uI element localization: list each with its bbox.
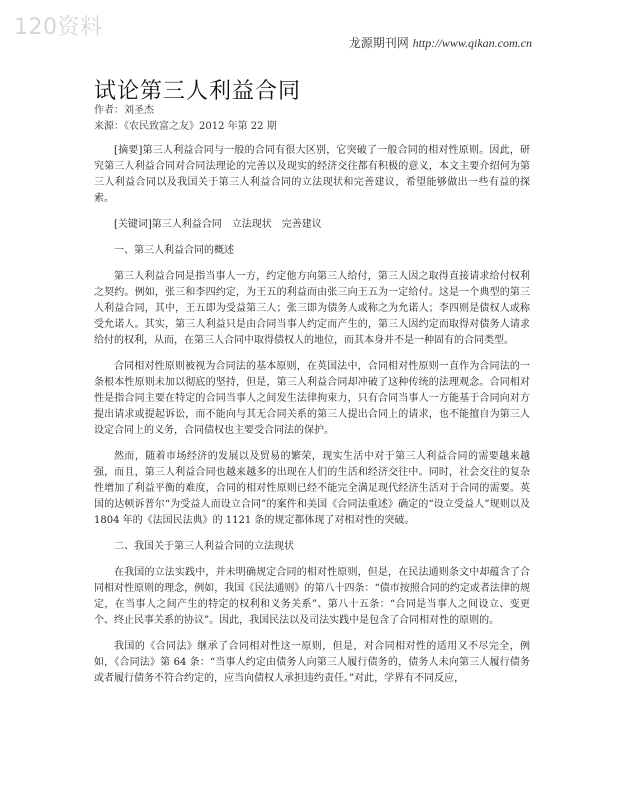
section-heading-legislation: 二、我国关于第三人利益合同的立法现状: [114, 541, 294, 552]
body-paragraph: 然而，随着市场经济的发展以及贸易的繁荣，现实生活中对于第三人利益合同的需要越来越强，而且，第三人利益合同也越来越多的出现在人们的生活和经济交往中。同时，社会交往的复杂性增加了利益平衡的难度，合同的相对性原则已经不能完全满足现代经济生活对于合同的需要。英国的达顿诉普尔“为受益人而设立合同”的案件和美国《合同法重述》确定的“设立受益人”规则以及 1804 年的《法国民法典》的 1121 条的规定都体现了对相对性的突破。: [94, 451, 530, 526]
abstract-paragraph: [摘要]第三人利益合同与一般的合同有很大区别，它突破了一般合同的相对性原则。因此，研究第三人利益合同对合同法理论的完善以及现实的经济交往都有积极的意义，本文主要介绍何为第三人利益合同以及我国关于第三人利益合同的立法现状和完善建议，希望能够做出一些有益的探索。: [94, 145, 530, 204]
body-paragraph: 合同相对性原则被视为合同法的基本原则，在英国法中，合同相对性原则一直作为合同法的一条根本性原则未加以彻底的坚持，但是，第三人利益合同却冲破了这种传统的法理观念。合同相对性是指合同主要在特定的合同当事人之间发生法律拘束力，只有合同当事人一方能基于合同向对方提出请求或提起诉讼，而不能向与其无合同关系的第三人提出合同上的请求，也不能擅自为第三人设定合同上的义务，合同债权也主要受合同法的保护。: [94, 361, 530, 436]
body-paragraph: 在我国的立法实践中，并未明确规定合同的相对性原则，但是，在民法通则条文中却蕴含了合同相对性原则的理念，例如，我国《民法通则》的第八十四条：“债市按照合同的约定或者法律的规定，在当事人之间产生的特定的权利和义务关系”、第八十五条：“合同是当事人之间设立、变更个、终止民事关系的协议”。因此，我国民法以及司法实践中是包含了合同相对性的原则的。: [94, 567, 530, 626]
journal-name: 龙源期刊网: [348, 36, 409, 50]
body-paragraph: 第三人利益合同是指当事人一方，约定他方向第三人给付，第三人因之取得直接请求给付权利之契约。例如，张三和李四约定，为王五的利益而由张三向王五为一定给付。这是一个典型的第三人利益合同，其中，王五即为受益第三人；张三即为债务人或称之为允诺人；李四则是债权人或称受允诺人。其实，第三人利益只是由合同当事人约定而产生的，第三人因约定而取得对债务人请求给付的权利，从而，在第三人合同中取得债权人的地位，而其本身并不是一种固有的合同类型。: [94, 271, 530, 346]
article-title: 试论第三人利益合同: [94, 79, 302, 104]
watermark: 120资料: [14, 15, 103, 40]
journal-url[interactable]: http://www.qikan.com.cn: [412, 36, 532, 50]
article-author: 作者：刘圣杰: [94, 105, 154, 116]
journal-source-line: [349, 34, 532, 51]
article-body: [94, 143, 530, 697]
body-paragraph: 我国的《合同法》继承了合同相对性这一原则，但是，对合同相对性的适用又不尽完全，例如，《合同法》第 64 条：“当事人约定由债务人向第三人履行债务的，债务人未向第三人履行债务或者履行债务不符合约定的，应当向债权人承担违约责任。”对此，学界有不同反应，: [94, 641, 530, 684]
section-heading-overview: 一、第三人利益合同的概述: [114, 245, 234, 256]
keywords-line: [关键词]第三人利益合同 立法现状 完善建议: [114, 219, 322, 230]
article-source: 来源：《农民致富之友》2012 年第 22 期: [94, 121, 277, 132]
